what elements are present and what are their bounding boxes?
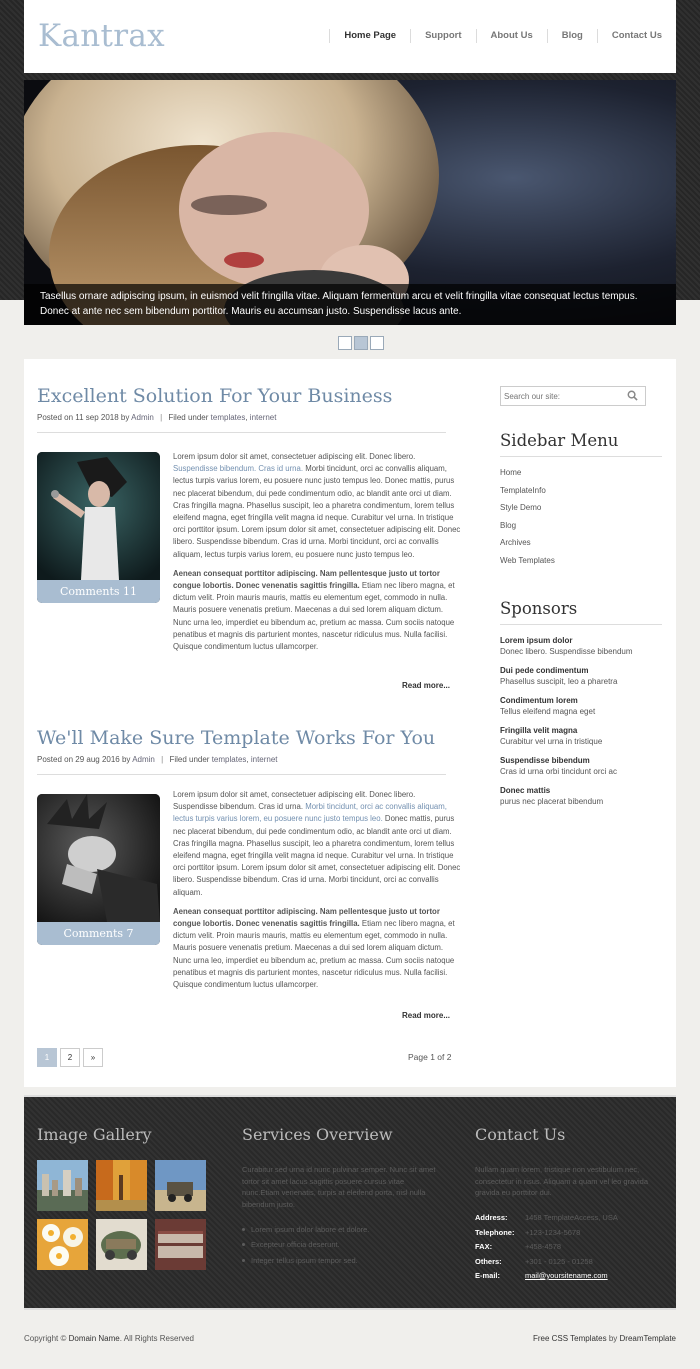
singer-photo <box>37 452 160 580</box>
copyright-text: Copyright © Domain Name. All Rights Reserved <box>24 1334 194 1343</box>
sponsor-item[interactable]: Donec mattis purus nec placerat bibendum <box>500 786 604 806</box>
search-input[interactable] <box>501 387 621 405</box>
post-filed-label: Filed under <box>169 755 210 764</box>
nav-blog[interactable]: Blog <box>547 29 597 43</box>
post-body: Lorem ipsum dolor sit amet, consectetuer adipiscing elit. Donec libero. Suspendisse bibendum. Cras id urna. Morbi tincidunt, orci ac convallis aliquam, lectus turpis varius lorem, eu posuere nunc justo tempus leo. Donec mattis, purus nec placerat bibendum, dui pede condimentum odio, ac blandit ante orci ut diam. Cras fringilla magna. Phasellus suscipit, leo a pharetra condimentum, lorem tellus eleifend magna, eget fringilla velit magna id neque. Curabitur vel urna. In tristique orci porttitor ipsum. Lorem ipsum dolor sit amet, consectetuer adipiscing elit. Donec libero. Suspendisse bibendum. Cras id urna. Morbi tincidunt, orci ac convallis aliquam, lectus turpis varius lorem, eu posuere nunc justo tempus leo. Aenean consequat porttitor adipiscing. Nam pellentesque justo ut tortor congue lobortis. Donec venenatis sagittis fringilla. Etiam nec libero magna, et dictum velit. Proin mauris mauris, mattis eu elementum eget, commodo in nulla. Mauris posuere venenatis pretium. Maecenas a dui sed lorem aliquam dictum. Nunc urna leo, imperdiet eu bibendum ac, pretium ac massa. Cum sociis natoque penatibus et magnis dis parturient montes, nascetur ridiculus mus. Nulla facilisi. Quisque condimentum luctus ullamcorper. <box>173 452 461 652</box>
slider-dots <box>338 336 384 350</box>
post-filed-label: Filed under <box>168 413 209 422</box>
tag-link[interactable]: templates <box>211 755 247 764</box>
post-meta: Posted on 11 sep 2018 by Admin | Filed under templates, internet <box>37 413 446 433</box>
read-more-link[interactable]: Read more... <box>401 1011 450 1020</box>
free-templates-link[interactable]: Free CSS Templates <box>532 1334 607 1343</box>
sponsor-item[interactable]: Fringilla velit magna Curabitur vel urna in tristique <box>500 726 603 746</box>
dreamtemplate-link[interactable]: DreamTemplate <box>619 1334 676 1343</box>
email-link[interactable]: mail@yoursitename.com <box>525 1271 608 1280</box>
post-inline-link[interactable]: Morbi tincidunt, orci ac convallis aliquam, lectus turpis varius lorem, eu posuere nunc justo tempus leo. <box>173 802 447 824</box>
sponsor-item[interactable]: Suspendisse bibendum Cras id urna orbi tincidunt orci ac <box>500 756 617 776</box>
nav-about-us[interactable]: About Us <box>476 29 547 43</box>
sidebar-item-blog[interactable]: Blog <box>500 520 517 530</box>
slider-dot-1[interactable] <box>338 336 352 350</box>
gallery-thumb-autumn[interactable] <box>96 1160 147 1211</box>
services-list-item: Excepteur officia deserunt. <box>242 1240 369 1255</box>
post-meta: Posted on 29 aug 2016 by Admin | Filed under templates, internet <box>37 755 446 775</box>
contact-title: Contact Us <box>475 1125 566 1144</box>
post-body: Lorem ipsum dolor sit amet, consectetuer adipiscing elit. Donec libero. Suspendisse bibendum. Cras id urna. Morbi tincidunt, orci ac convallis aliquam, lectus turpis varius lorem, eu posuere nunc justo tempus leo. Donec mattis, purus nec placerat bibendum, dui pede condimentum odio, ac blandit ante orci ut diam. Cras fringilla magna. Phasellus suscipit, leo a pharetra condimentum, lorem tellus eleifend magna, eget fringilla velit magna id neque. Curabitur vel urna. In tristique orci porttitor ipsum. Lorem ipsum dolor sit amet, consectetuer adipiscing elit. Donec libero. Suspendisse bibendum. Cras id urna. Morbi tincidunt, orci ac convallis aliquam. Aenean consequat porttitor adipiscing. Nam pellentesque justo ut tortor congue lobortis. Donec venenatis sagittis fringilla. Etiam nec libero magna, et dictum velit. Proin mauris mauris, mattis eu elementum eget, commodo in nulla. Mauris posuere venenatis pretium. Maecenas a dui sed lorem aliquam dictum. Nunc urna leo, imperdiet eu bibendum ac, pretium ac massa. Cum sociis natoque penatibus et magnis dis parturient montes, nascetur ridiculus mus. Nulla facilisi. Quisque condimentum luctus ullamcorper. <box>173 790 461 990</box>
next-page-button[interactable]: » <box>83 1048 103 1067</box>
comments-count[interactable]: Comments 7 <box>37 922 160 945</box>
slider-dot-3[interactable] <box>370 336 384 350</box>
post-date: Posted on 11 sep 2018 by <box>37 413 130 422</box>
credits: Free CSS Templates by DreamTemplate <box>532 1334 676 1343</box>
contact-row: E-mail: mail@yoursitename.com <box>475 1271 618 1286</box>
post-inline-link[interactable]: Suspendisse bibendum. Cras id urna. <box>173 464 304 474</box>
post <box>37 385 446 433</box>
services-list-item: Integer tellus ipsum tempor sed. <box>242 1256 369 1271</box>
image-gallery <box>37 1160 206 1270</box>
sponsor-item[interactable]: Dui pede condimentum Phasellus suscipit, leo a pharetra <box>500 666 618 686</box>
tag-link[interactable]: templates <box>210 413 246 422</box>
services-text: Curabitur sed urna id nunc pulvinar semper. Nunc sit amet tortor sit amet lacus sagittis posuere cursus vitae nunc.Etiam venenatis, turpis at eleifend porta, nisl nulla bibendum justo. <box>242 1165 436 1209</box>
pagination <box>37 1048 103 1067</box>
site-logo[interactable]: Kantrax <box>38 18 165 54</box>
post-author-link[interactable]: Admin <box>131 413 154 422</box>
contact-row: Address: 1458 TemplateAccess, USA <box>475 1213 618 1222</box>
nav-home-page[interactable]: Home Page <box>329 29 410 43</box>
services-title: Services Overview <box>242 1125 393 1144</box>
main-content <box>24 359 676 1087</box>
read-more-link[interactable]: Read more... <box>401 681 450 690</box>
contact-details <box>475 1213 618 1286</box>
main-nav <box>329 29 676 43</box>
gallery-title: Image Gallery <box>37 1125 152 1144</box>
search-icon[interactable] <box>627 390 638 401</box>
slider-caption: Tasellus ornare adipiscing ipsum, in euismod velit fringilla vitae. Aliquam fermentum arcu et velit fringilla vitae consequat lectus tempus. Donec at ante nec sem bibendum porttitor. Mauris eu accumsan justo. Suspendisse lacus ante. <box>24 284 676 325</box>
contact-row: Others: +301 - 0125 - 01258 <box>475 1256 593 1266</box>
tag-link[interactable]: internet <box>249 413 277 422</box>
gallery-thumb-vintage[interactable] <box>96 1219 147 1270</box>
nav-contact-us[interactable]: Contact Us <box>597 29 676 43</box>
nav-support[interactable]: Support <box>410 29 475 43</box>
sidebar-item-archives[interactable]: Archives <box>500 538 531 547</box>
sidebar-item-home[interactable]: Home <box>500 468 522 477</box>
gallery-thumb-truck[interactable] <box>155 1160 206 1211</box>
post-date: Posted on 29 aug 2016 by <box>37 755 131 764</box>
domain-link[interactable]: Domain Name <box>68 1334 120 1343</box>
sidebar-menu-title: Sidebar Menu <box>500 431 662 457</box>
bottom-bar <box>24 1334 676 1343</box>
header <box>24 0 676 73</box>
post-thumbnail[interactable] <box>37 452 160 603</box>
services-list <box>242 1225 369 1271</box>
contact-text: Nullam quam lorem, tristique non vestibulum nec, consectetur in risus. Aliquam a quam vel leo gravida gravida eu porttitor dui. <box>475 1165 649 1197</box>
hero-slider[interactable] <box>24 80 676 325</box>
sponsor-item[interactable]: Lorem ipsum dolor Donec libero. Suspendisse bibendum <box>500 636 633 656</box>
post-title[interactable]: Excellent Solution For Your Business <box>37 385 393 407</box>
sidebar-search <box>500 386 646 406</box>
sidebar-item-style-demo[interactable]: Style Demo <box>500 503 542 512</box>
post-author-link[interactable]: Admin <box>132 755 155 764</box>
post-title[interactable]: We'll Make Sure Template Works For You <box>37 727 436 749</box>
dancer-photo <box>37 794 160 922</box>
post <box>37 727 446 775</box>
slider-dot-2[interactable] <box>354 336 368 350</box>
footer <box>24 1095 676 1310</box>
sponsor-item[interactable]: Condimentum lorem Tellus eleifend magna eget <box>500 696 596 716</box>
gallery-thumb-city[interactable] <box>37 1160 88 1211</box>
post-thumbnail[interactable] <box>37 794 160 945</box>
gallery-thumb-flowers[interactable] <box>37 1219 88 1270</box>
contact-row: FAX: +458-4578 <box>475 1242 562 1251</box>
services-list-item: Lorem ipsum dolor labore et dolore. <box>242 1225 369 1240</box>
sponsors-list <box>500 635 633 815</box>
sponsors-title: Sponsors <box>500 599 662 625</box>
comments-count[interactable]: Comments 11 <box>37 580 160 603</box>
sidebar-item-templateinfo[interactable]: TemplateInfo <box>500 485 546 495</box>
page-1-button[interactable]: 1 <box>37 1048 57 1067</box>
page-2-button[interactable]: 2 <box>60 1048 80 1067</box>
gallery-thumb-velvet[interactable] <box>155 1219 206 1270</box>
page-count: Page 1 of 2 <box>408 1052 452 1062</box>
sidebar-menu <box>500 468 555 573</box>
contact-row: Telephone: +123-1234-5678 <box>475 1227 581 1237</box>
tag-link[interactable]: internet <box>250 755 278 764</box>
sidebar-item-web-templates[interactable]: Web Templates <box>500 555 555 565</box>
